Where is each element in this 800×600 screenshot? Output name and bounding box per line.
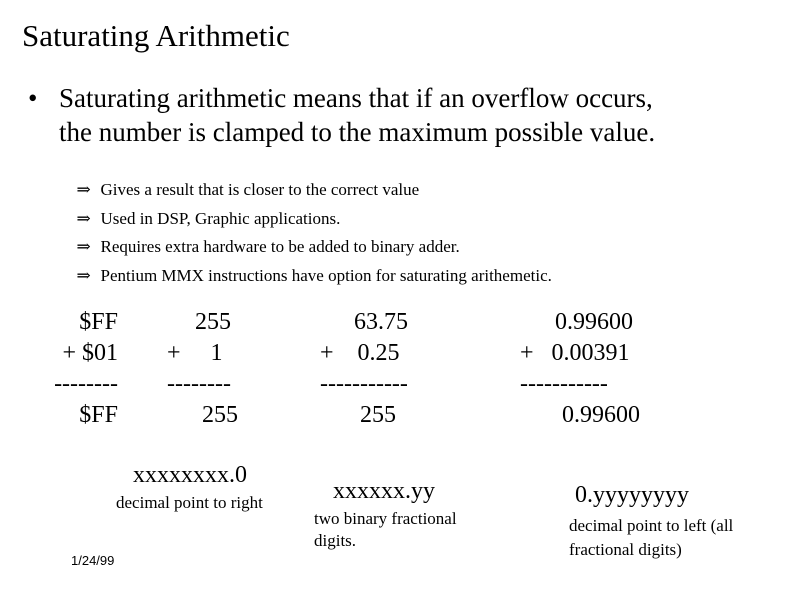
implies-arrow-icon: ⇒ (76, 237, 91, 256)
format-note-integer: decimal point to right (116, 493, 263, 512)
example-fraction (520, 307, 640, 431)
sub-item-text: Used in DSP, Graphic applications. (100, 209, 341, 228)
separator: -------- (167, 371, 231, 397)
example-hex (54, 307, 118, 431)
format-pattern-fixed: xxxxxx.yy (333, 478, 435, 504)
bullet-symbol: • (28, 83, 38, 113)
operand-a: 0.99600 (555, 309, 633, 335)
separator: -------- (54, 371, 118, 397)
sub-item-text: Requires extra hardware to be added to binary adder. (100, 237, 460, 256)
implies-arrow-icon: ⇒ (76, 209, 91, 228)
operand-a: 63.75 (354, 309, 408, 335)
sub-item (68, 246, 552, 286)
operand-b: + 1 (167, 340, 223, 366)
example-fixed-point (320, 307, 408, 431)
format-note-fixed: two binary fractional digits. (314, 509, 457, 550)
implies-arrow-icon: ⇒ (76, 180, 91, 199)
operand-a: $FF (79, 309, 118, 335)
format-note-fraction: decimal point to left (all fractional digits) (569, 516, 734, 559)
format-pattern-integer: xxxxxxxx.0 (133, 462, 247, 488)
sub-item-text: Gives a result that is closer to the correct value (100, 180, 420, 199)
operand-b: + 0.00391 (520, 340, 630, 366)
implies-arrow-icon: ⇒ (76, 266, 91, 285)
slide-date: 1/24/99 (71, 553, 115, 568)
result: $FF (79, 402, 118, 428)
result: 255 (360, 402, 396, 428)
sub-item-text: Pentium MMX instructions have option for saturating arithemetic. (100, 266, 552, 285)
example-integer (167, 307, 238, 431)
separator: ----------- (320, 371, 408, 397)
result: 0.99600 (562, 402, 640, 428)
slide-title: Saturating Arithmetic (22, 18, 290, 53)
operand-b: + $01 (62, 340, 118, 366)
separator: ----------- (520, 371, 608, 397)
bullet-text-line-1: Saturating arithmetic means that if an overflow occurs, (59, 83, 653, 113)
result: 255 (202, 402, 238, 428)
bullet-text-line-2: the number is clamped to the maximum possible value. (59, 117, 656, 147)
operand-a: 255 (195, 309, 231, 335)
format-pattern-fraction: 0.yyyyyyyy (575, 482, 689, 508)
operand-b: + 0.25 (320, 340, 400, 366)
